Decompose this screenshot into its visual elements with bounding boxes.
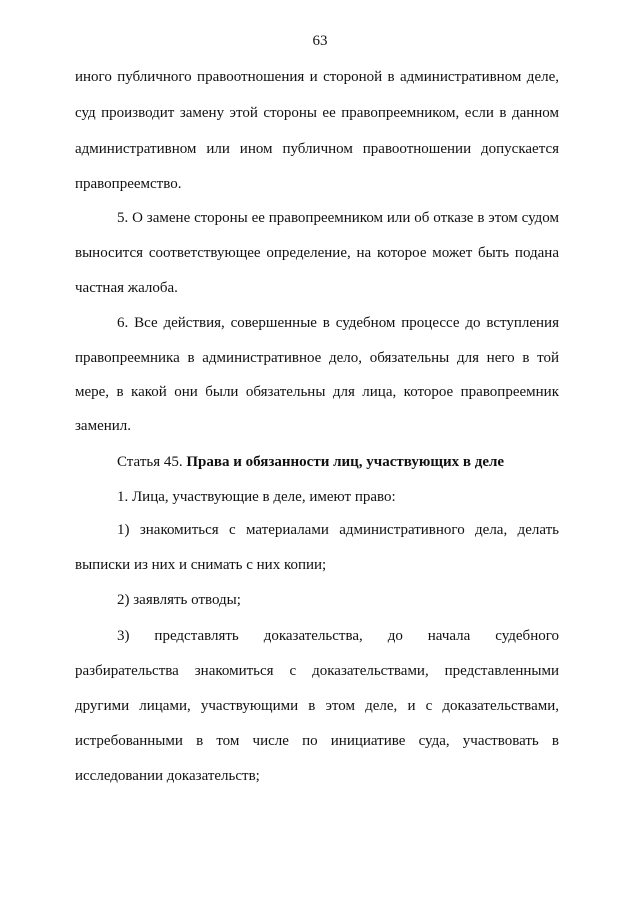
text-line: 1. Лица, участвующие в деле, имеют право:: [117, 489, 396, 505]
text-line: административном или ином публичном правоотношении допускается: [75, 141, 559, 157]
text-line: иного публичного правоотношения и стороной в административном деле,: [75, 69, 559, 85]
text-line: частная жалоба.: [75, 280, 178, 296]
text-line: заменил.: [75, 418, 132, 434]
text-line: мере, в какой они были обязательны для лица, которое правопреемник: [75, 384, 559, 400]
text-line: 2) заявлять отводы;: [117, 592, 241, 608]
text-line: 5. О замене стороны ее правопреемником или об отказе в этом судом: [117, 210, 559, 226]
text-line: 3) представлять доказательства, до начала судебного: [117, 628, 559, 644]
article-number: Статья 45.: [117, 454, 187, 470]
text-line: правопреемство.: [75, 176, 182, 192]
text-line: 1) знакомиться с материалами административного дела, делать: [117, 522, 559, 538]
text-line: выносится соответствующее определение, на которое может быть подана: [75, 245, 559, 261]
text-line: суд производит замену этой стороны ее правопреемником, если в данном: [75, 105, 559, 121]
text-line: истребованными в том числе по инициативе суда, участвовать в: [75, 733, 559, 749]
text-line: выписки из них и снимать с них копии;: [75, 557, 327, 573]
page-number: 63: [312, 33, 328, 49]
article-heading: [117, 452, 504, 472]
text-line: правопреемника в административное дело, обязательны для него в той: [75, 350, 559, 366]
text-line: разбирательства знакомиться с доказательствами, представленными: [75, 663, 559, 679]
text-line: другими лицами, участвующими в этом деле, и с доказательствами,: [75, 698, 559, 714]
text-line: 6. Все действия, совершенные в судебном процессе до вступления: [117, 315, 559, 331]
article-title: Права и обязанности лиц, участвующих в деле: [186, 454, 505, 470]
text-line: исследовании доказательств;: [75, 768, 260, 784]
